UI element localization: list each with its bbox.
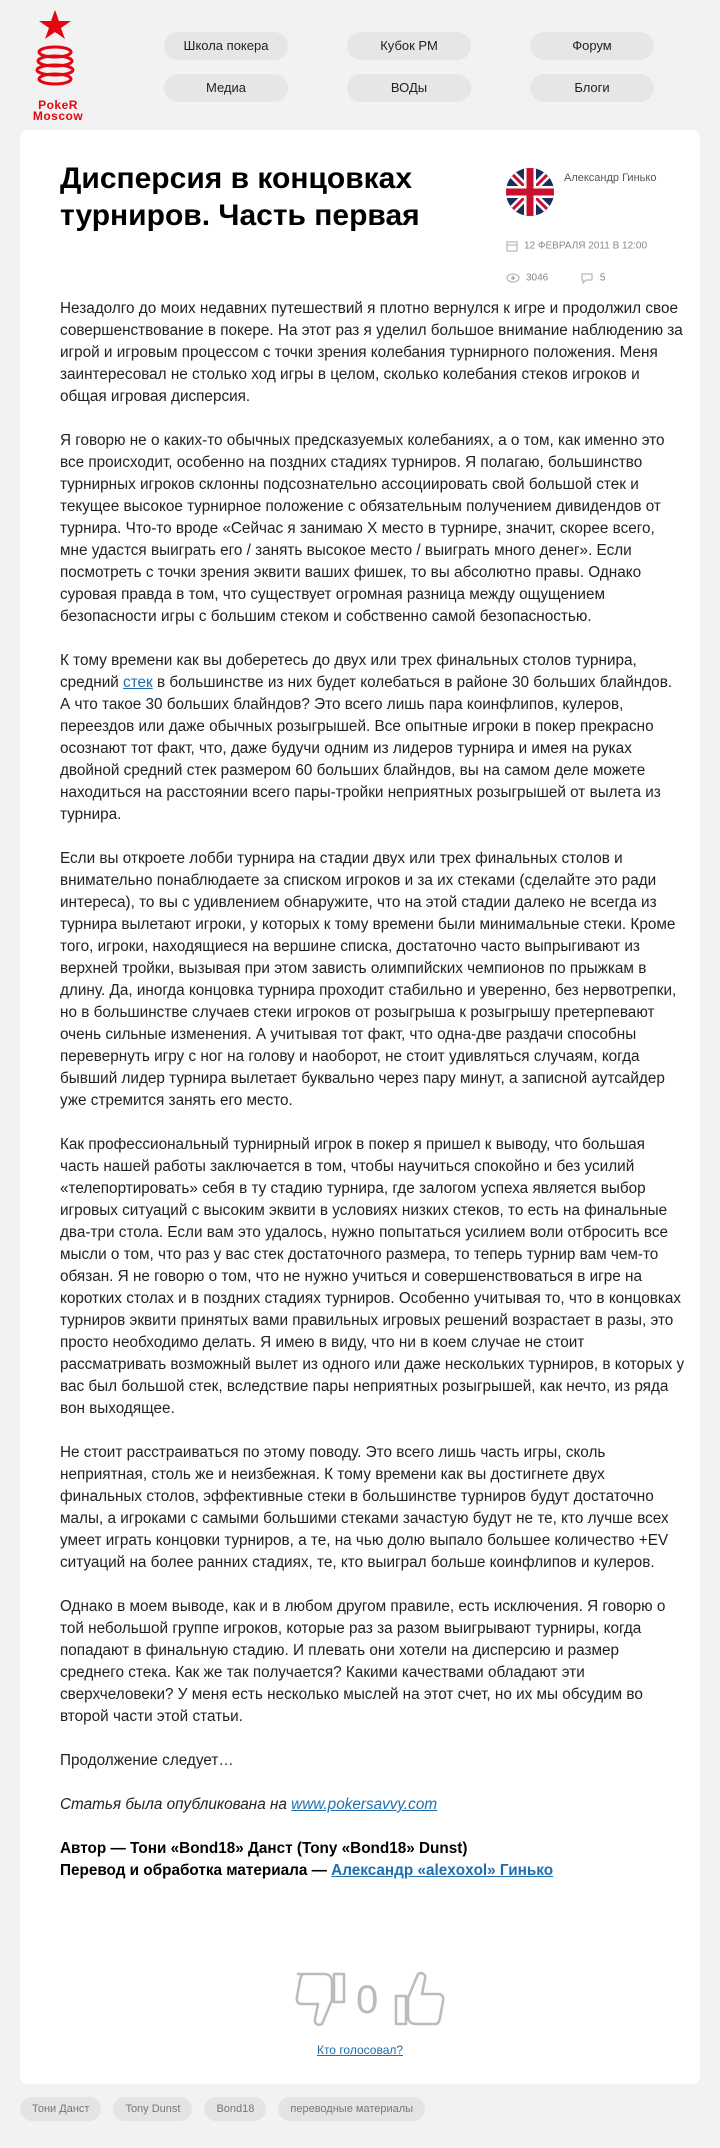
translator-link[interactable]: Александр «alexoxol» Гинько (331, 1862, 554, 1879)
nav-forum[interactable]: Форум (530, 32, 654, 60)
stack-link[interactable]: стек (123, 674, 153, 691)
paragraph: Не стоит расстраиваться по этому поводу. Это всего лишь часть игры, сколь неприятная, столь же и неизбежная. К тому времени как вы достигнете двух финальных столов, эффективные стеки в большинстве турниров будут достаточно малы, а игроками с самыми большими стеками зачастую будут не те, кто лучше всех умеет играть концовки турниров, а те, на чью долю выпало большее количество +EV ситуаций на более ранних стадиях, те, кто выиграл больше коинфлипов и кулеров. (60, 1444, 669, 1571)
credit-translation-prefix: Перевод и обработка материала — (60, 1862, 332, 1879)
nav-media[interactable]: Медиа (164, 74, 288, 102)
paragraph-text: в большинстве из них будет колебаться в районе 30 больших блайндов. А что такое 30 больших блайндов? Это всего лишь пара коинфлипов, кулеров, переездов или даже обычных розыгрышей. Все опытные игроки в покер прекрасно осознают тот факт, что, даже будучи одним из лидеров турнира и имея на руках двойной средний стек размером 60 больших блайндов, вы на самом деле можете находиться на расстоянии всего пары-тройки неприятных розыгрышей от вылета из турнира. (60, 674, 673, 823)
nav-blogs[interactable]: Блоги (530, 74, 654, 102)
article-card (20, 130, 700, 2084)
paragraph: Как профессиональный турнирный игрок в покер я пришел к выводу, что большая часть нашей работы заключается в том, чтобы научиться спокойно и без усилий «телепортировать» себя в ту стадию турнира, где залогом успеха является выбор игровых ситуаций с высоким эквити в условиях низких стеков, то есть на финальные два-три стола. Если вам это удалось, нужно попытаться усилием воли отбросить все мысли о том, что раз у вас стек достаточного размера, то теперь турнир вам чем-то обязан. Я не говорю о том, что не нужно учиться и совершенствоваться в игре на коротких столах и в поздних стадиях турниров. Особенно учитывая то, что в концовках турниров эквити принятых вами правильных игровых решений возрастает в разы, это просто необходимо делать. Я имею в виду, что ни в коем случае не стоит рассматривать возможный вылет из одного или даже нескольких турниров, в которых у вас был большой стек, вследствие пары неприятных розыгрышей, как нечто, из ряда вон выходящее. (60, 1136, 685, 1417)
source-prefix: Статья была опубликована на (60, 1796, 292, 1813)
article-body (60, 298, 686, 1882)
nav-cup-rm[interactable]: Кубок РМ (347, 32, 471, 60)
who-voted-link[interactable]: Кто голосовал? (316, 2043, 404, 2057)
calendar-icon (506, 240, 518, 252)
thumbs-up-icon[interactable] (392, 1970, 446, 2028)
paragraph: Незадолго до моих недавних путешествий я плотно вернулся к игре и продолжил свое совершенствование в покере. На этот раз я уделил большое внимание наблюдению за игрой и игровым процессом с точки зрения колебания турнирного положения. Меня заинтересовал не столько ход игры в целом, сколько колебания стеков игроков и общая игровая дисперсия. (60, 300, 683, 405)
uk-flag-avatar-icon (506, 168, 554, 216)
publish-date-text: 12 ФЕВРАЛЯ 2011 В 12:00 (524, 240, 648, 252)
credit-translation (60, 1860, 686, 1882)
paragraph: Однако в моем выводе, как и в любом другом правиле, есть исключения. Я говорю о той небольшой группе игроков, которые раз за разом выигрывают турниры, когда попадают в финальную стадию. И плевать они хотели на дисперсию и размер среднего стека. Как же так получается? Какими качествами обладают эти сверхчеловеки? У меня есть несколько мыслей на этот счет, но их мы обсудим во второй части этой статьи. (60, 1598, 666, 1725)
article-stats (506, 272, 605, 284)
vote-count: 0 (356, 1978, 379, 2022)
paragraph (60, 650, 686, 826)
tag-list (20, 2097, 425, 2121)
logo-line1: PokeR (38, 98, 78, 112)
credit-author: Автор — Тони «Bond18» Данст (Tony «Bond18» Dunst) (60, 1840, 468, 1857)
who-voted (20, 2043, 700, 2057)
views-count: 3046 (526, 272, 549, 284)
logo-text (22, 100, 94, 122)
avatar[interactable] (506, 168, 554, 216)
paragraph: Я говорю не о каких-то обычных предсказуемых колебаниях, а о том, как именно это все происходит, особенно на поздних стадиях турниров. Я полагаю, большинство турнирных игроков склонны подсознательно ассоциировать свой большой стек и текущее высокое турнирное положение с обязательным получением дивидендов от турнира. Что-то вроде «Сейчас я занимаю X место в турнире, значит, скорее всего, мне удастся выиграть его / занять высокое место / выиграть много денег». Если посмотреть с точки зрения эквити ваших фишек, то вы абсолютно правы. Однако суровая правда в том, что существует огромная разница между ощущением безопасности игры с большим стеком и собственно самой безопасностью. (60, 432, 665, 625)
tag-item[interactable]: переводные материалы (278, 2097, 425, 2121)
nav-vods[interactable]: ВОДы (347, 74, 471, 102)
main-nav (164, 32, 654, 102)
logo-line2: Moscow (32, 109, 84, 123)
article-title: Дисперсия в концовках турниров. Часть первая (60, 162, 420, 232)
paragraph: Продолжение следует… (60, 1752, 234, 1769)
eye-icon (506, 273, 520, 283)
author-name[interactable]: Александр Гинько (564, 172, 657, 184)
tag-item[interactable]: Tony Dunst (113, 2097, 192, 2121)
vote-widget (20, 1970, 700, 2030)
source-link[interactable]: www.pokersavvy.com (291, 1796, 438, 1813)
site-header (0, 0, 720, 128)
tag-item[interactable]: Bond18 (204, 2097, 266, 2121)
nav-poker-school[interactable]: Школа покера (164, 32, 288, 60)
paragraph: Если вы откроете лобби турнира на стадии двух или трех финальных столов и внимательно понаблюдаете за списком игроков и за их стеками (сделайте это ради интереса), то вы с удивлением обнаружите, что на этой стадии далеко не всегда из турнира вылетают игроки, у которых к тому времени были минимальные стеки. Кроме того, игроки, находящиеся на вершине списка, достаточно часто выпрыгивают из верхней тройки, вызывая при этом зависть олимпийских чемпионов по прыжкам в длину. Да, иногда концовка турнира проходит стабильно и уверенно, без нервотрепки, но в большинстве случаев стеки игроков от розыгрыша к розыгрышу претерпевают очень сильные изменения. А учитывая тот факт, что одна-две раздачи способны перевернуть игру с ног на голову и наоборот, не стоит удивляться случаям, когда бывший лидер турнира вылетает буквально через пару минут, а записной аутсайдер уже стремится занять его место. (60, 850, 677, 1109)
comments-count[interactable]: 5 (599, 272, 606, 284)
comment-icon[interactable] (580, 272, 594, 284)
paragraph-text: К тому времени как вы доберетесь до двух или трех финальных столов турнира, средний (60, 652, 637, 691)
logo-star-rings-icon (22, 8, 94, 98)
publish-date (506, 240, 647, 252)
source-note (60, 1794, 686, 1816)
site-logo[interactable] (22, 8, 94, 123)
tag-item[interactable]: Тони Данст (20, 2097, 101, 2121)
thumbs-down-icon[interactable] (294, 1970, 348, 2028)
